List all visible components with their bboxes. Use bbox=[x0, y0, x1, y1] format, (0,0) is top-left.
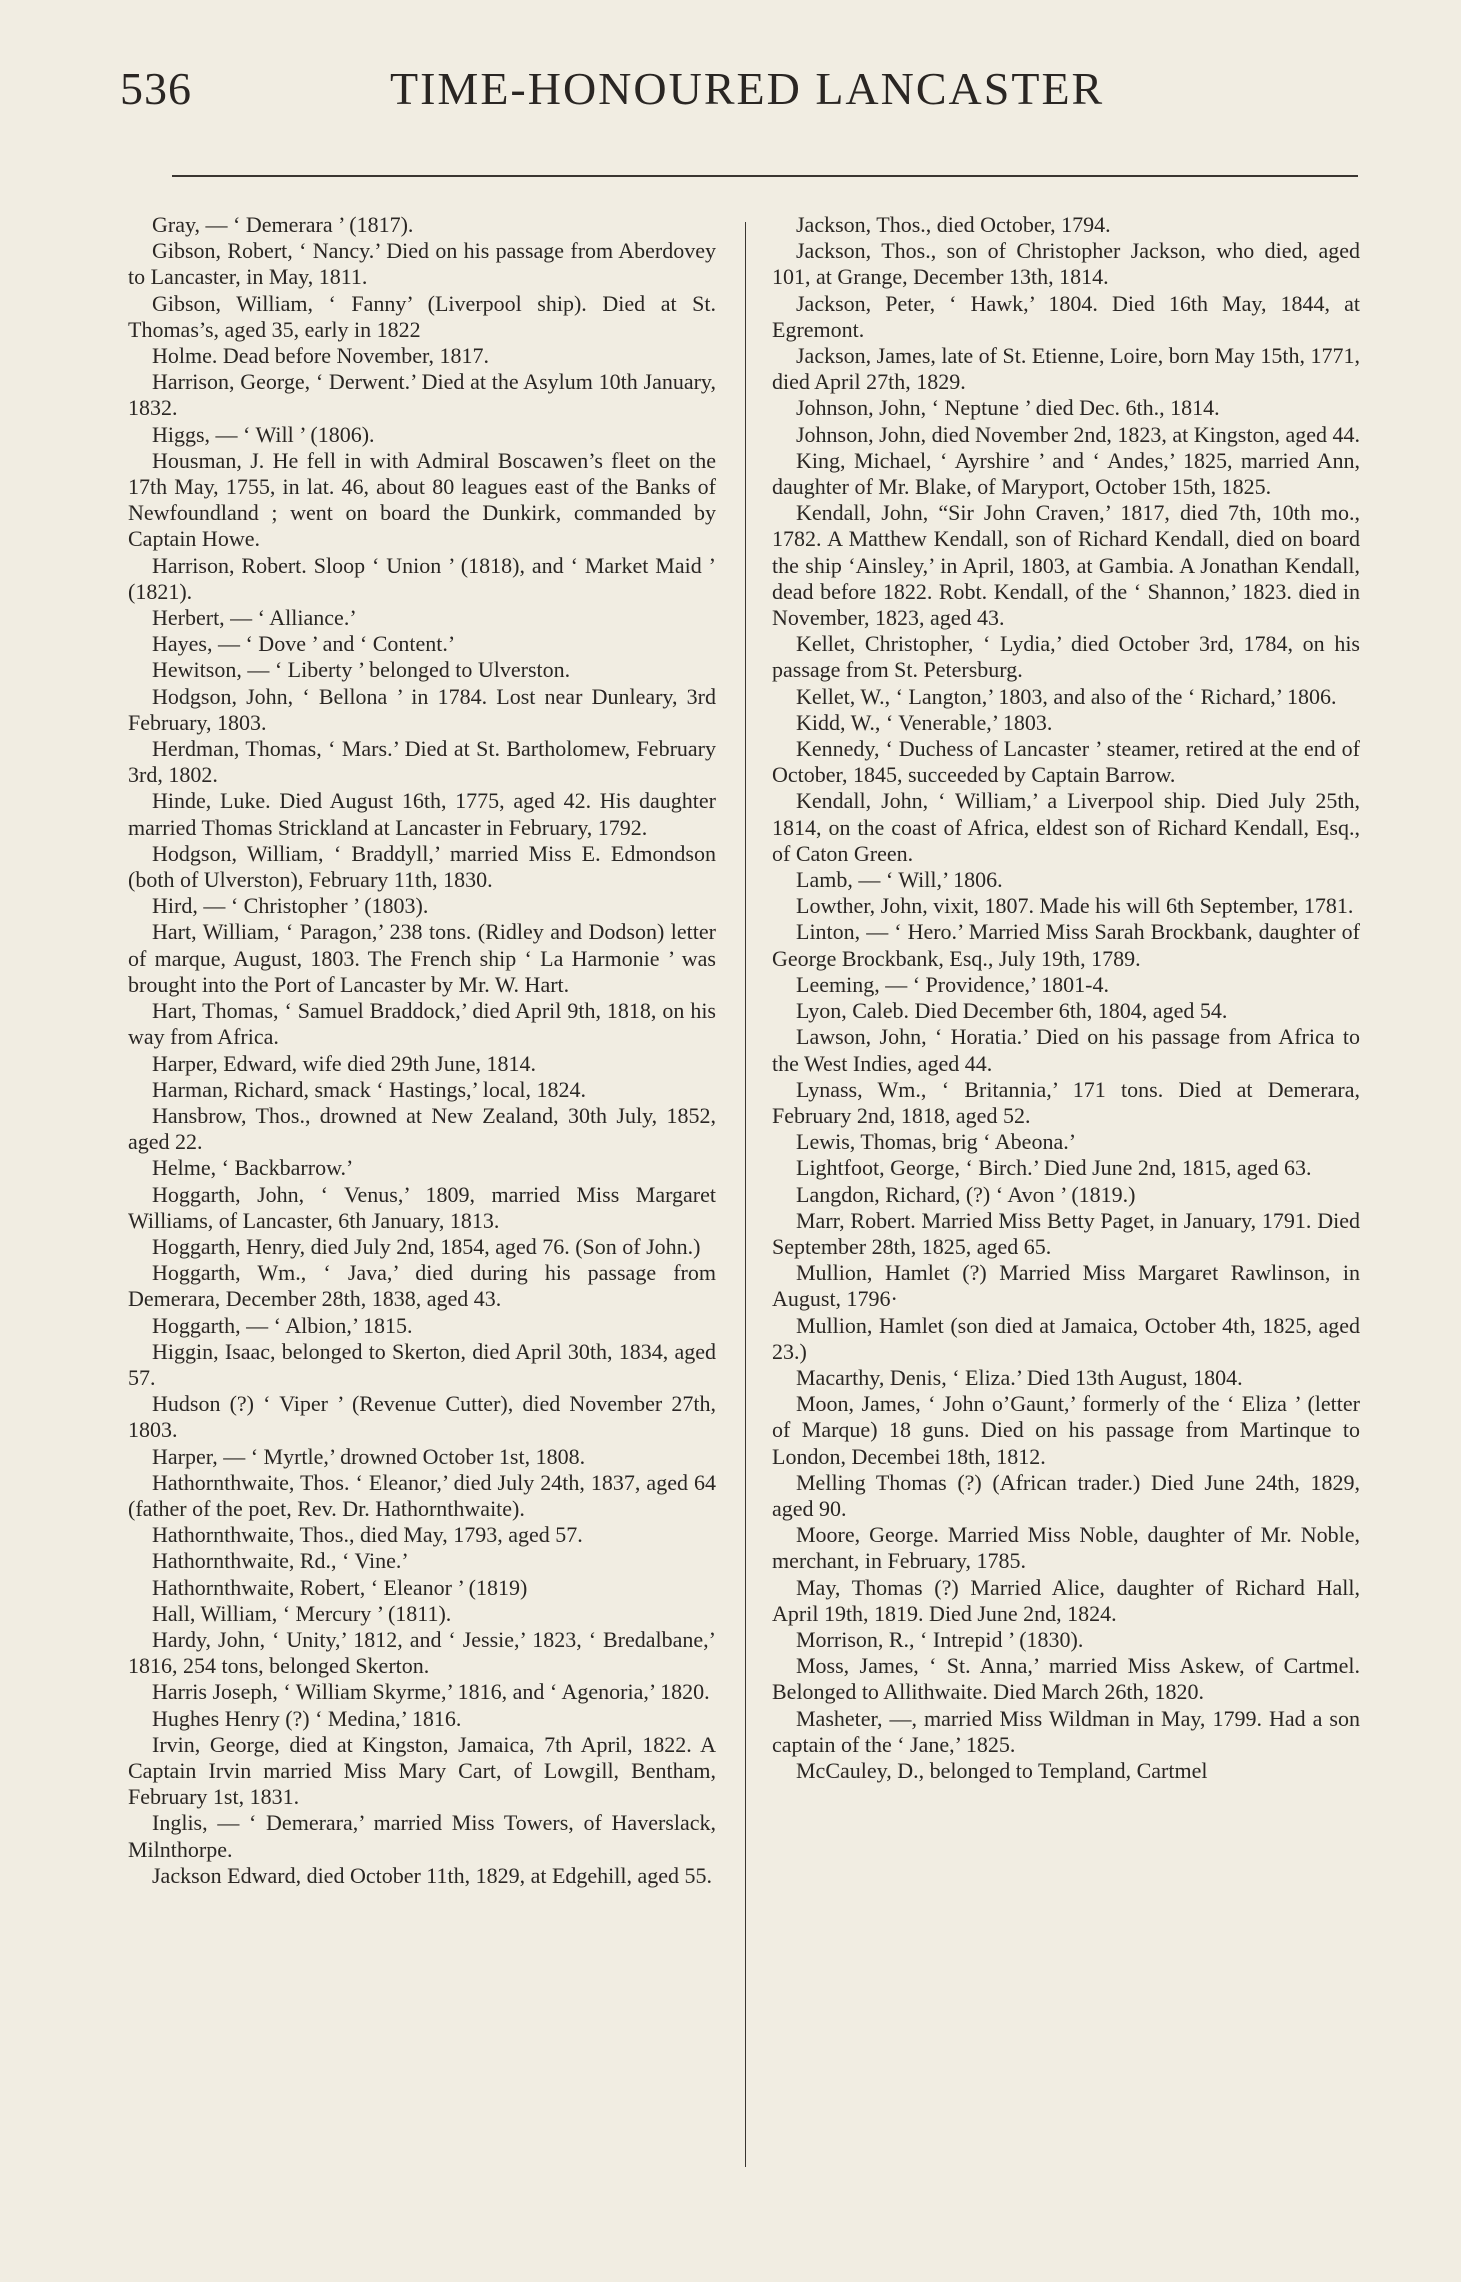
page-header bbox=[120, 62, 1360, 122]
entry-paragraph: Herdman, Thomas, ‘ Mars.’ Died at St. Bartholomew, February 3rd, 1802. bbox=[128, 736, 716, 788]
entry-paragraph: Harrison, George, ‘ Derwent.’ Died at the Asylum 10th January, 1832. bbox=[128, 369, 716, 421]
entry-paragraph: Kellet, W., ‘ Langton,’ 1803, and also of the ‘ Richard,’ 1806. bbox=[796, 683, 1337, 709]
entry-paragraph: Hathornthwaite, Rd., ‘ Vine.’ bbox=[152, 1548, 409, 1574]
running-title: TIME-HONOURED LANCASTER bbox=[390, 63, 1105, 114]
entry-paragraph: Macarthy, Denis, ‘ Eliza.’ Died 13th August, 1804. bbox=[796, 1364, 1243, 1390]
entry-paragraph: Hudson (?) ‘ Viper ’ (Revenue Cutter), died November 27th, 1803. bbox=[128, 1391, 716, 1443]
entry-paragraph: Lewis, Thomas, brig ‘ Abeona.’ bbox=[796, 1129, 1077, 1155]
entry-paragraph: Hoggarth, Wm., ‘ Java,’ died during his passage from Demerara, December 28th, 1838, aged 43. bbox=[128, 1260, 716, 1312]
entry-paragraph: Hoggarth, John, ‘ Venus,’ 1809, married Miss Margaret Williams, of Lancaster, 6th January, 1813. bbox=[128, 1181, 716, 1233]
entry-paragraph: Jackson, James, late of St. Etienne, Loire, born May 15th, 1771, died April 27th, 1829. bbox=[772, 343, 1360, 395]
entry-paragraph: Mullion, Hamlet (?) Married Miss Margaret Rawlinson, in August, 1796· bbox=[772, 1260, 1360, 1312]
entry-paragraph: Jackson, Thos., son of Christopher Jackson, who died, aged 101, at Grange, December 13th, 1814. bbox=[772, 238, 1360, 290]
entry-paragraph: Higgs, — ‘ Will ’ (1806). bbox=[152, 421, 375, 447]
entry-paragraph: Harper, Edward, wife died 29th June, 1814. bbox=[152, 1050, 537, 1076]
entry-paragraph: Gibson, William, ‘ Fanny’ (Liverpool ship). Died at St. Thomas’s, aged 35, early in 1822 bbox=[128, 290, 716, 342]
entry-paragraph: Lawson, John, ‘ Horatia.’ Died on his passage from Africa to the West Indies, aged 44. bbox=[772, 1024, 1360, 1076]
entry-paragraph: Mullion, Hamlet (son died at Jamaica, October 4th, 1825, aged 23.) bbox=[772, 1312, 1360, 1364]
entry-paragraph: Hughes Henry (?) ‘ Medina,’ 1816. bbox=[152, 1705, 462, 1731]
entry-paragraph: Johnson, John, died November 2nd, 1823, at Kingston, aged 44. bbox=[796, 421, 1360, 447]
header-rule bbox=[172, 175, 1358, 177]
entry-paragraph: Hinde, Luke. Died August 16th, 1775, aged 42. His daughter married Thomas Strickland at Lancaster in February, 1792. bbox=[128, 788, 716, 840]
entry-paragraph: Lyon, Caleb. Died December 6th, 1804, aged 54. bbox=[796, 998, 1228, 1024]
entry-paragraph: Kennedy, ‘ Duchess of Lancaster ’ steamer, retired at the end of October, 1845, succeeded by Captain Barrow. bbox=[772, 736, 1360, 788]
entry-paragraph: Gibson, Robert, ‘ Nancy.’ Died on his passage from Aberdovey to Lancaster, in May, 1811. bbox=[128, 238, 716, 290]
entry-paragraph: Marr, Robert. Married Miss Betty Paget, in January, 1791. Died September 28th, 1825, aged 65. bbox=[772, 1207, 1360, 1259]
entry-paragraph: Hart, William, ‘ Paragon,’ 238 tons. (Ridley and Dodson) letter of marque, August, 1803. The French ship ‘ La Harmonie ’ was brought into the Port of Lancaster by Mr. W. Hart. bbox=[128, 919, 716, 997]
entry-paragraph: Hoggarth, Henry, died July 2nd, 1854, aged 76. (Son of John.) bbox=[152, 1233, 701, 1259]
entry-paragraph: Lynass, Wm., ‘ Britannia,’ 171 tons. Died at Demerara, February 2nd, 1818, aged 52. bbox=[772, 1076, 1360, 1128]
entry-paragraph: Langdon, Richard, (?) ‘ Avon ’ (1819.) bbox=[796, 1181, 1136, 1207]
entry-paragraph: Helme, ‘ Backbarrow.’ bbox=[152, 1155, 354, 1181]
left-column bbox=[128, 212, 716, 1889]
entry-paragraph: Holme. Dead before November, 1817. bbox=[152, 343, 489, 369]
entry-paragraph: Herbert, — ‘ Alliance.’ bbox=[152, 605, 357, 631]
page-number: 536 bbox=[120, 63, 192, 114]
entry-paragraph: Irvin, George, died at Kingston, Jamaica, 7th April, 1822. A Captain Irvin married Miss Mary Cart, of Lowgill, Bentham, February 1st, 1831. bbox=[128, 1731, 716, 1810]
entry-paragraph: Moore, George. Married Miss Noble, daughter of Mr. Noble, merchant, in February, 1785. bbox=[772, 1522, 1360, 1574]
entry-paragraph: Harris Joseph, ‘ William Skyrme,’ 1816, and ‘ Agenoria,’ 1820. bbox=[152, 1679, 710, 1705]
entry-paragraph: Inglis, — ‘ Demerara,’ married Miss Towers, of Haverslack, Milnthorpe. bbox=[128, 1810, 716, 1862]
entry-paragraph: Jackson, Peter, ‘ Hawk,’ 1804. Died 16th May, 1844, at Egremont. bbox=[772, 290, 1360, 342]
entry-paragraph: Kendall, John, ‘ William,’ a Liverpool ship. Died July 25th, 1814, on the coast of Africa, eldest son of Richard Kendall, Esq., of Caton Green. bbox=[772, 788, 1360, 866]
entry-paragraph: Jackson, Thos., died October, 1794. bbox=[796, 212, 1111, 237]
entry-paragraph: Lamb, — ‘ Will,’ 1806. bbox=[796, 867, 1003, 893]
entry-paragraph: Hird, — ‘ Christopher ’ (1803). bbox=[152, 893, 429, 919]
entry-paragraph: Moss, James, ‘ St. Anna,’ married Miss Askew, of Cartmel. Belonged to Allithwaite. Died March 26th, 1820. bbox=[772, 1653, 1360, 1705]
entry-paragraph: Higgin, Isaac, belonged to Skerton, died April 30th, 1834, aged 57. bbox=[128, 1338, 716, 1390]
entry-paragraph: May, Thomas (?) Married Alice, daughter of Richard Hall, April 19th, 1819. Died June 2nd, 1824. bbox=[772, 1574, 1360, 1626]
entry-paragraph: Hewitson, — ‘ Liberty ’ belonged to Ulverston. bbox=[152, 657, 571, 683]
right-column bbox=[772, 212, 1360, 1784]
entry-paragraph: Hardy, John, ‘ Unity,’ 1812, and ‘ Jessie,’ 1823, ‘ Bredalbane,’ 1816, 254 tons, belonged Skerton. bbox=[128, 1626, 716, 1679]
entry-paragraph: Hart, Thomas, ‘ Samuel Braddock,’ died April 9th, 1818, on his way from Africa. bbox=[128, 998, 716, 1050]
entry-paragraph: Linton, — ‘ Hero.’ Married Miss Sarah Brockbank, daughter of George Brockbank, Esq., July 19th, 1789. bbox=[772, 919, 1360, 971]
entry-paragraph: McCauley, D., belonged to Templand, Cartmel bbox=[796, 1757, 1208, 1783]
entry-paragraph: Leeming, — ‘ Providence,’ 1801-4. bbox=[796, 971, 1110, 997]
entry-paragraph: King, Michael, ‘ Ayrshire ’ and ‘ Andes,’ 1825, married Ann, daughter of Mr. Blake, of Maryport, October 15th, 1825. bbox=[772, 447, 1360, 500]
entry-paragraph: Melling Thomas (?) (African trader.) Died June 24th, 1829, aged 90. bbox=[772, 1469, 1360, 1521]
entry-paragraph: Hansbrow, Thos., drowned at New Zealand, 30th July, 1852, aged 22. bbox=[128, 1102, 716, 1155]
entry-paragraph: Kendall, John, “Sir John Craven,’ 1817, died 7th, 10th mo., 1782. A Matthew Kendall, son of Richard Kendall, died on board the ship ‘Ainsley,’ in April, 1803, at Gambia. A Jonathan Kendall, dead before 1822. Robt. Kendall, of the ‘ Shannon,’ 1823. died in November, 1823, aged 43. bbox=[772, 500, 1360, 631]
entry-paragraph: Hodgson, John, ‘ Bellona ’ in 1784. Lost near Dunleary, 3rd February, 1803. bbox=[128, 683, 716, 735]
entry-paragraph: Harper, — ‘ Myrtle,’ drowned October 1st, 1808. bbox=[152, 1443, 586, 1469]
entry-paragraph: Harman, Richard, smack ‘ Hastings,’ local, 1824. bbox=[152, 1076, 586, 1102]
entry-paragraph: Johnson, John, ‘ Neptune ’ died Dec. 6th., 1814. bbox=[796, 395, 1220, 421]
column-divider bbox=[745, 222, 746, 2167]
entry-paragraph: Kellet, Christopher, ‘ Lydia,’ died October 3rd, 1784, on his passage from St. Petersburg. bbox=[772, 631, 1360, 683]
entry-paragraph: Hathornthwaite, Thos. ‘ Eleanor,’ died July 24th, 1837, aged 64 (father of the poet, Rev. Dr. Hathornthwaite). bbox=[128, 1469, 716, 1521]
entry-paragraph: Hathornthwaite, Thos., died May, 1793, aged 57. bbox=[152, 1522, 583, 1548]
entry-paragraph: Hoggarth, — ‘ Albion,’ 1815. bbox=[152, 1312, 413, 1338]
entry-paragraph: Jackson Edward, died October 11th, 1829, at Edgehill, aged 55. bbox=[152, 1862, 713, 1888]
entry-paragraph: Hall, William, ‘ Mercury ’ (1811). bbox=[152, 1600, 452, 1626]
entry-paragraph: Morrison, R., ‘ Intrepid ’ (1830). bbox=[796, 1626, 1084, 1652]
entry-paragraph: Hathornthwaite, Robert, ‘ Eleanor ’ (1819) bbox=[152, 1574, 528, 1600]
entry-paragraph: Lowther, John, vixit, 1807. Made his will 6th September, 1781. bbox=[796, 893, 1354, 919]
entry-paragraph: Kidd, W., ‘ Venerable,’ 1803. bbox=[796, 709, 1053, 735]
entry-paragraph: Lightfoot, George, ‘ Birch.’ Died June 2nd, 1815, aged 63. bbox=[796, 1155, 1312, 1181]
entry-paragraph: Hodgson, William, ‘ Braddyll,’ married Miss E. Edmondson (both of Ulverston), February 11th, 1830. bbox=[128, 840, 716, 893]
entry-paragraph: Masheter, —, married Miss Wildman in May, 1799. Had a son captain of the ‘ Jane,’ 1825. bbox=[772, 1705, 1360, 1757]
entry-paragraph: Hayes, — ‘ Dove ’ and ‘ Content.’ bbox=[152, 631, 456, 657]
entry-paragraph: Housman, J. He fell in with Admiral Boscawen’s fleet on the 17th May, 1755, in lat. 46, about 80 leagues east of the Banks of Newfoundland ; went on board the Dunkirk, commanded by Captain Howe. bbox=[128, 447, 716, 552]
entry-paragraph: Harrison, Robert. Sloop ‘ Union ’ (1818), and ‘ Market Maid ’ (1821). bbox=[128, 552, 716, 604]
entry-paragraph: Moon, James, ‘ John o’Gaunt,’ formerly of the ‘ Eliza ’ (letter of Marque) 18 guns. Died on his passage from Martinque to London, Decembei 18th, 1812. bbox=[772, 1391, 1360, 1469]
entry-paragraph: Gray, — ‘ Demerara ’ (1817). bbox=[152, 212, 414, 237]
